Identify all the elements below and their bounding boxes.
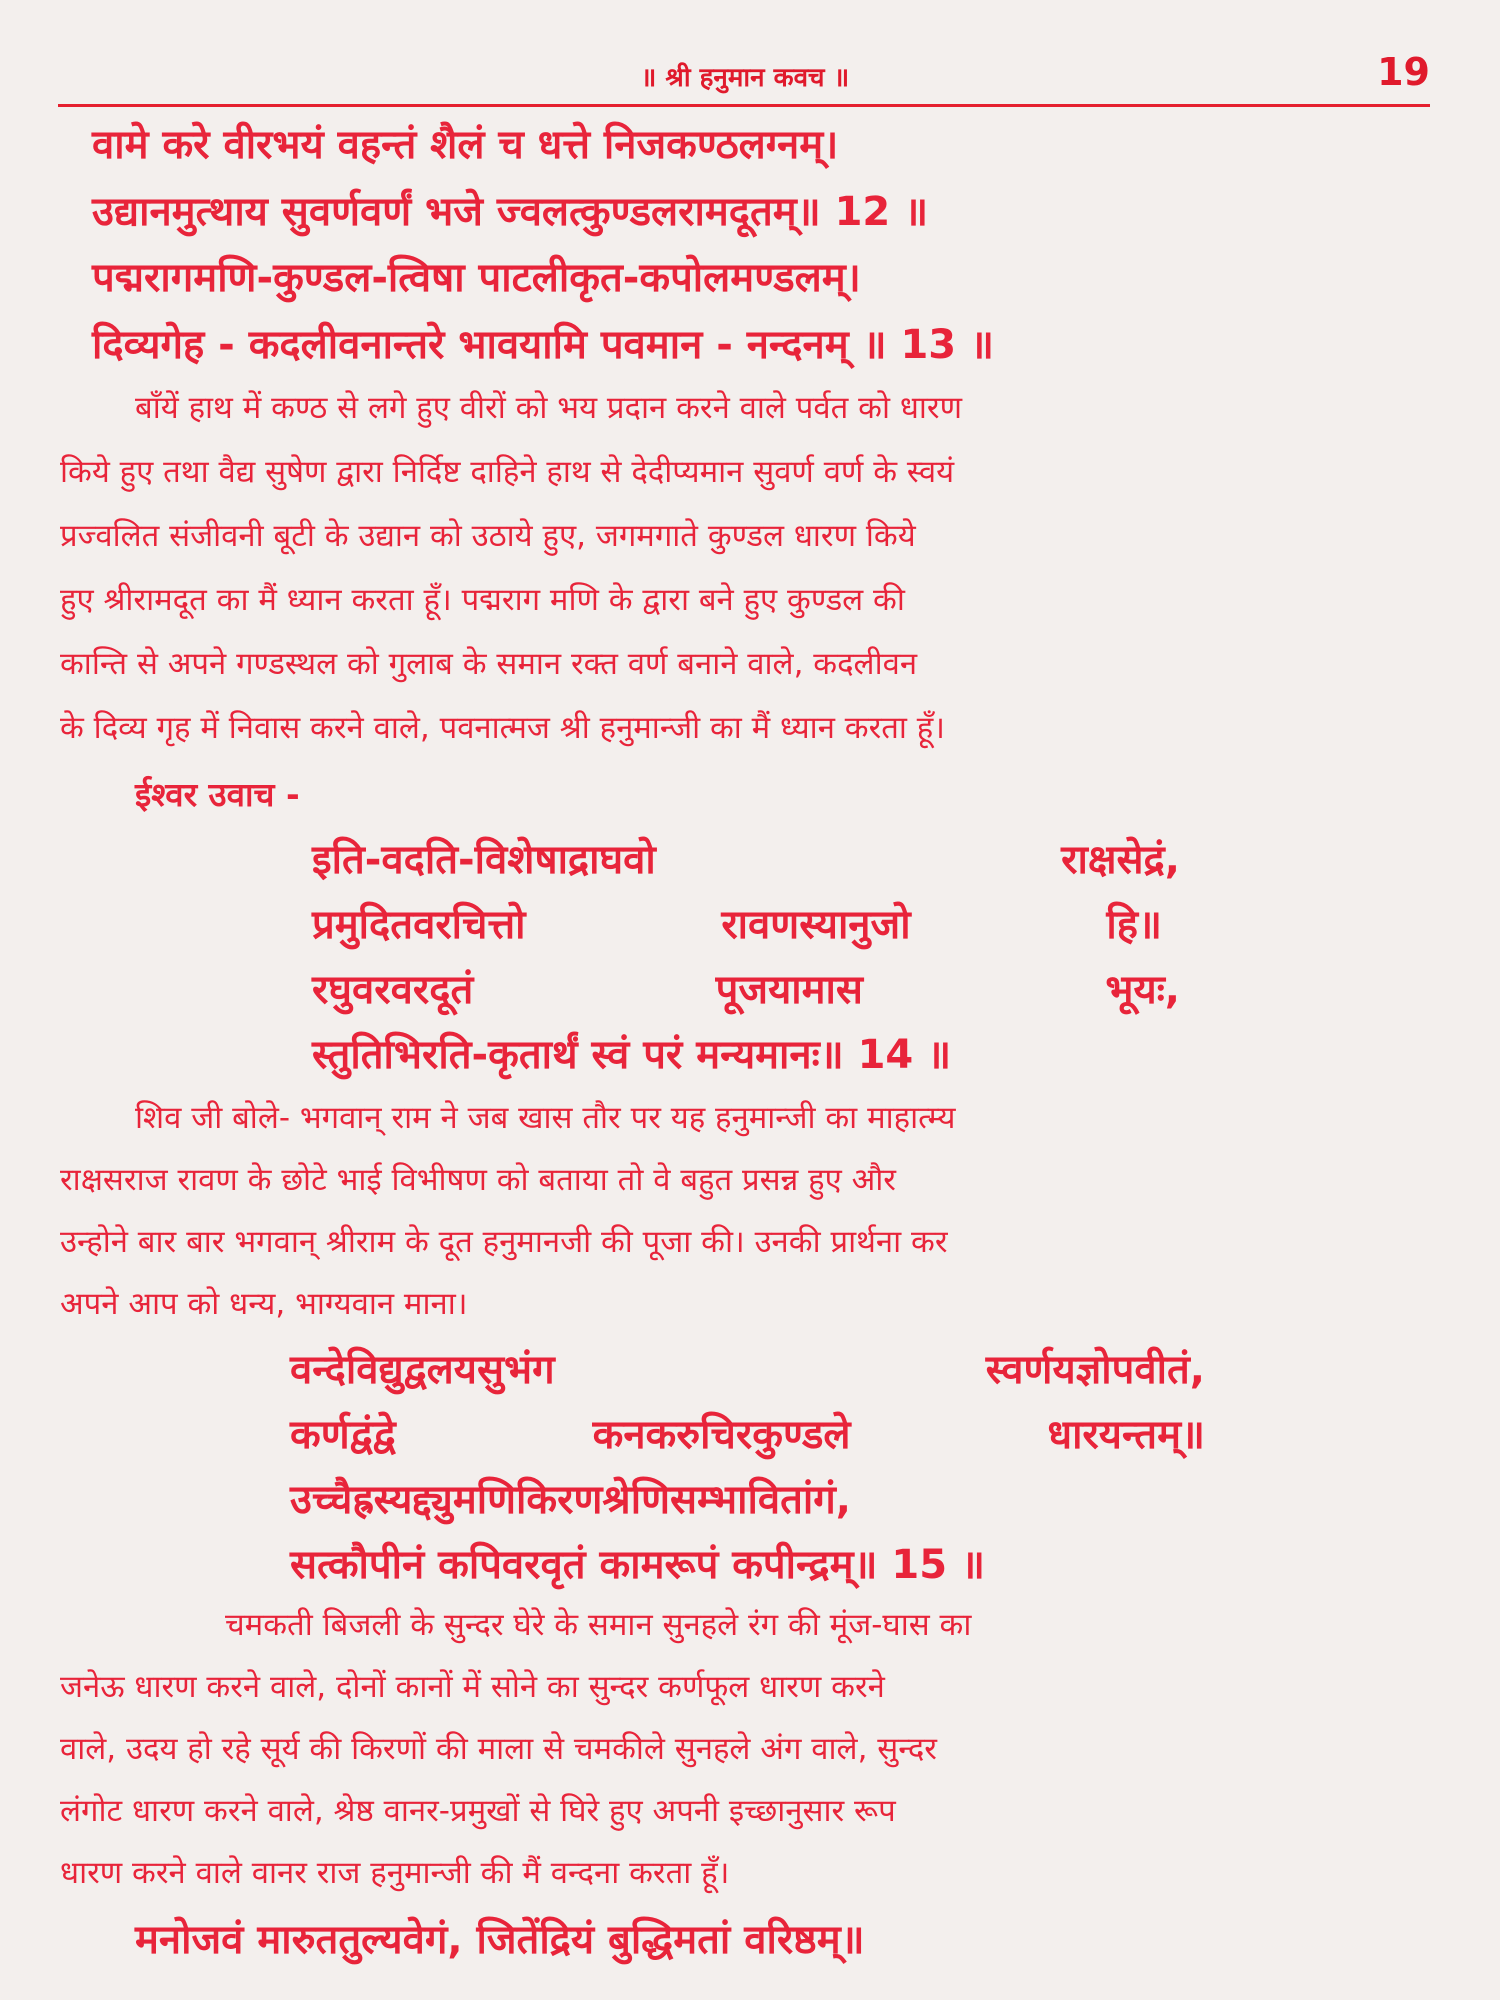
prose-line: चमकती बिजली के सुन्दर घेरे के समान सुनहले रंग की मूंज-घास का <box>225 1607 972 1643</box>
verse-segment: इति-वदति-विशेषाद्राघवो <box>312 837 656 883</box>
verse-line: सत्कौपीनं कपिवरवृतं कामरूपं कपीन्द्रम्॥ 15 ॥ <box>290 1542 985 1588</box>
verse-segment: राक्षसेद्रं, <box>1061 837 1180 883</box>
verse-segment: धारयन्तम्॥ <box>1047 1412 1205 1458</box>
verse-line: पद्मरागमणि-कुण्डल-त्विषा पाटलीकृत-कपोलमण्डलम्। <box>92 255 861 301</box>
verse-segment: कनकरुचिरकुण्डले <box>592 1412 851 1458</box>
prose-line: जनेऊ धारण करने वाले, दोनों कानों में सोने का सुन्दर कर्णफूल धारण करने <box>60 1669 885 1705</box>
prose-line: उन्होने बार बार भगवान् श्रीराम के दूत हनुमानजी की पूजा की। उनकी प्रार्थना कर <box>60 1224 948 1260</box>
verse-segment: रावणस्यानुजो <box>721 902 911 948</box>
prose-line: के दिव्य गृह में निवास करने वाले, पवनात्मज श्री हनुमान्जी का मैं ध्यान करता हूँ। <box>60 710 946 746</box>
closing-verse: मनोजवं मारुततुल्यवेगं, जितेंद्रियं बुद्धिमतां वरिष्ठम्॥ <box>135 1917 865 1963</box>
verse-line: वामे करे वीरभयं वहन्तं शैलं च धत्ते निजकण्ठलग्नम्। <box>92 122 839 168</box>
page-header <box>60 48 1430 108</box>
verse-row <box>312 967 1180 1013</box>
prose-line: धारण करने वाले वानर राज हनुमान्जी की मैं वन्दना करता हूँ। <box>60 1855 730 1891</box>
prose-line: लंगोट धारण करने वाले, श्रेष्ठ वानर-प्रमुखों से घिरे हुए अपनी इच्छानुसार रूप <box>60 1793 896 1829</box>
verse-segment: कर्णद्वंद्वे <box>290 1412 396 1458</box>
verse-line: उच्चैह्रस्यद्द्युमणिकिरणश्रेणिसम्भावितांगं, <box>290 1477 851 1523</box>
prose-line: बाँयें हाथ में कण्ठ से लगे हुए वीरों को भय प्रदान करने वाले पर्वत को धारण <box>135 390 963 426</box>
verse-line: स्तुतिभिरति-कृतार्थं स्वं परं मन्यमानः॥ 14 ॥ <box>312 1032 952 1078</box>
prose-line: राक्षसराज रावण के छोटे भाई विभीषण को बताया तो वे बहुत प्रसन्न हुए और <box>60 1162 896 1198</box>
prose-line: कान्ति से अपने गण्डस्थल को गुलाब के समान रक्त वर्ण बनाने वाले, कदलीवन <box>60 646 918 682</box>
verse-row <box>290 1412 1205 1458</box>
prose-line: हुए श्रीरामदूत का मैं ध्यान करता हूँ। पद्मराग मणि के द्वारा बने हुए कुण्डल की <box>60 582 905 618</box>
page-number: 19 <box>1377 50 1430 94</box>
prose-line: शिव जी बोले- भगवान् राम ने जब खास तौर पर यह हनुमान्जी का माहात्म्य <box>135 1100 956 1136</box>
running-title: ॥ श्री हनुमान कवच ॥ <box>640 63 850 93</box>
verse-line: दिव्यगेह - कदलीवनान्तरे भावयामि पवमान - नन्दनम् ॥ 13 ॥ <box>92 322 994 368</box>
prose-line: अपने आप को धन्य, भाग्यवान माना। <box>60 1286 468 1322</box>
verse-row <box>290 1347 1205 1393</box>
verse-segment: स्वर्णयज्ञोपवीतं, <box>985 1347 1205 1393</box>
verse-row <box>312 837 1180 883</box>
speaker-heading: ईश्वर उवाच - <box>135 775 300 814</box>
verse-line: उद्यानमुत्थाय सुवर्णवर्णं भजे ज्वलत्कुण्डलरामदूतम्॥ 12 ॥ <box>92 189 929 235</box>
prose-line: वाले, उदय हो रहे सूर्य की किरणों की माला से चमकीले सुनहले अंग वाले, सुन्दर <box>60 1731 937 1767</box>
verse-segment: हि॥ <box>1106 902 1162 948</box>
header-rule <box>58 104 1430 107</box>
prose-line: किये हुए तथा वैद्य सुषेण द्वारा निर्दिष्ट दाहिने हाथ से देदीप्यमान सुवर्ण वर्ण के स्वयं <box>60 454 955 490</box>
prose-line: प्रज्वलित संजीवनी बूटी के उद्यान को उठाये हुए, जगमगाते कुण्डल धारण किये <box>60 518 916 554</box>
verse-segment: प्रमुदितवरचित्तो <box>312 902 526 948</box>
verse-segment: पूजयामास <box>715 967 863 1013</box>
verse-segment: भूयः, <box>1105 967 1180 1013</box>
verse-row <box>312 902 1162 948</box>
verse-segment: रघुवरवरदूतं <box>312 967 474 1013</box>
verse-segment: वन्देविद्युद्वलयसुभंग <box>290 1347 555 1393</box>
